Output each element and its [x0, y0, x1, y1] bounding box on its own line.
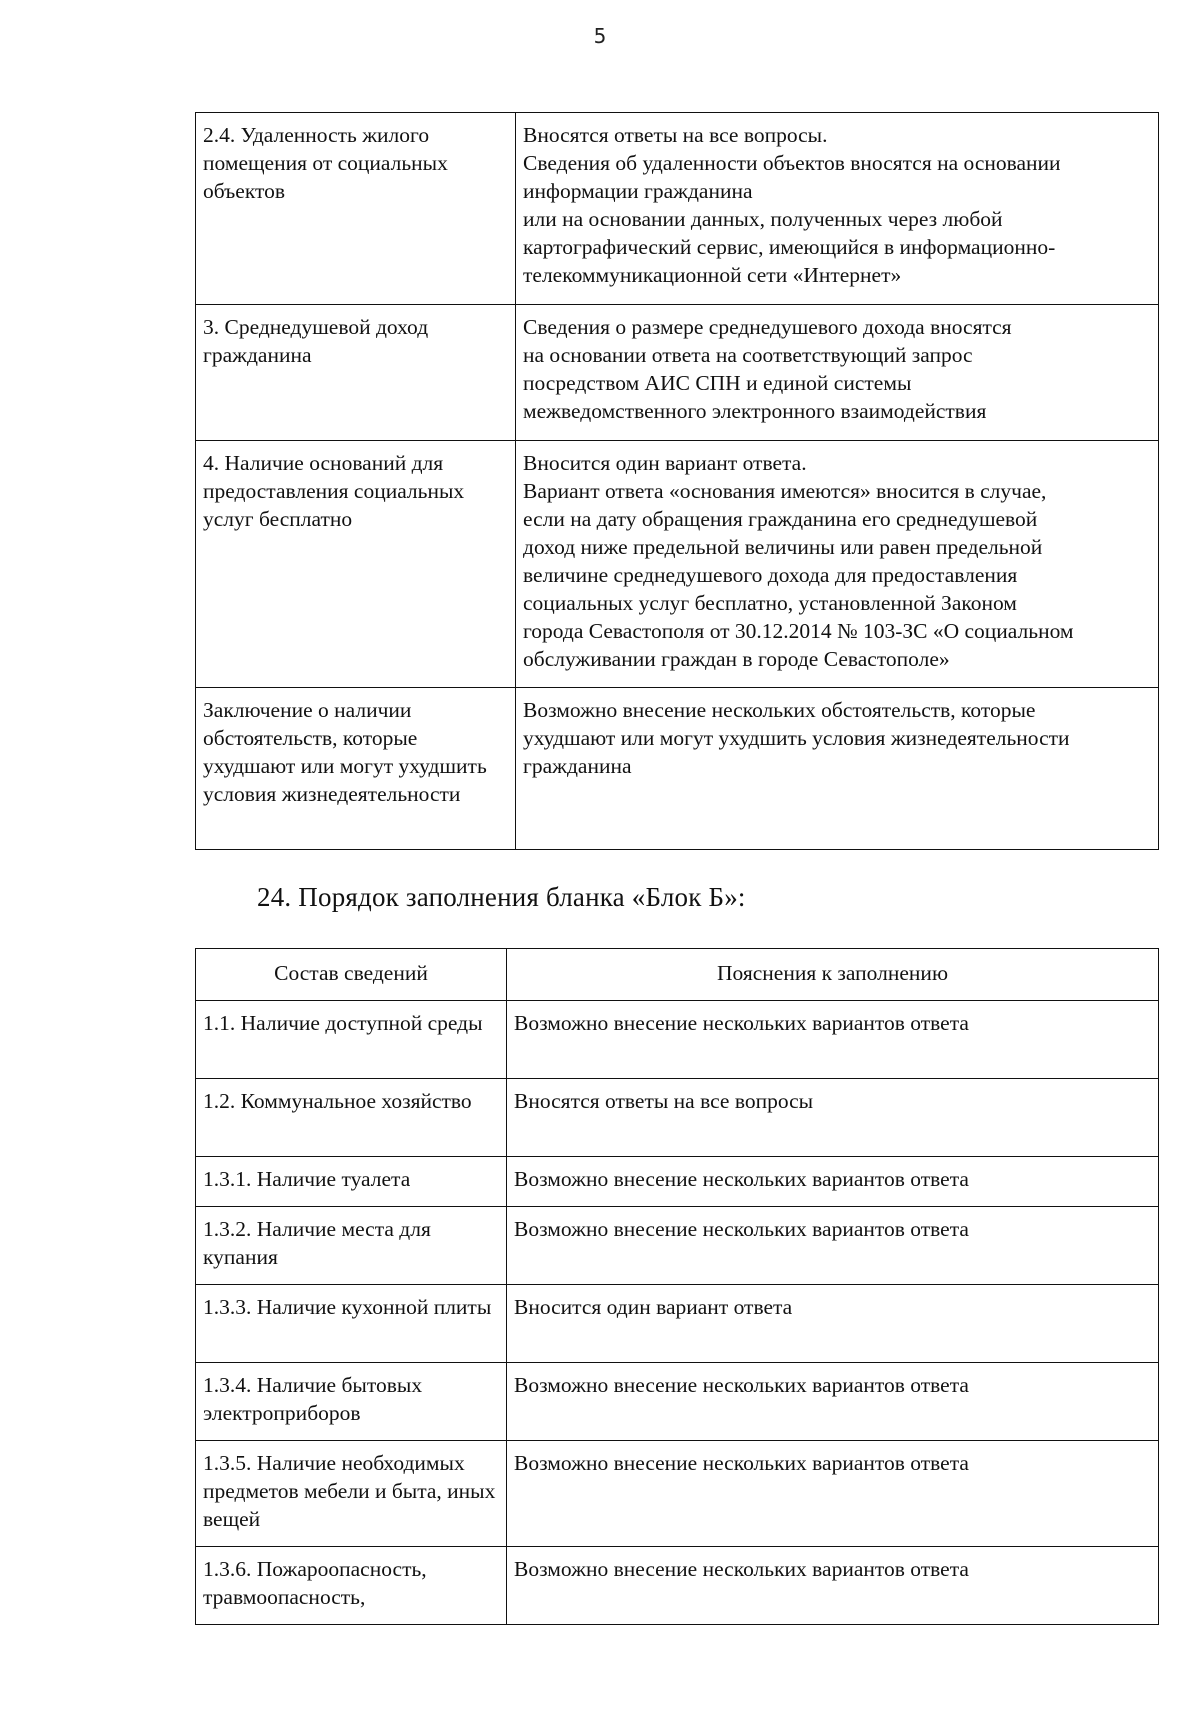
table-row	[196, 1207, 1159, 1285]
row-description	[516, 113, 1159, 305]
block-b-table	[195, 948, 1159, 1625]
description-line: социальных услуг бесплатно, установленной Законом	[523, 591, 1017, 615]
description-line: посредством АИС СПН и единой системы	[523, 371, 912, 395]
table-row	[196, 1079, 1159, 1157]
description-line: Сведения об удаленности объектов вносятся на основании	[523, 151, 1061, 175]
description-line: на основании ответа на соответствующий запрос	[523, 343, 973, 367]
row-value: Возможно внесение нескольких вариантов ответа	[507, 1547, 1159, 1625]
row-value: Возможно внесение нескольких вариантов ответа	[507, 1157, 1159, 1207]
description-line: обслуживании граждан в городе Севастополе»	[523, 647, 950, 671]
description-line: или на основании данных, полученных через любой	[523, 207, 1003, 231]
table-row	[196, 1157, 1159, 1207]
description-line: Сведения о размере среднедушевого дохода вносятся	[523, 315, 1012, 339]
row-label: 2.4. Удаленность жилого помещения от социальных объектов	[196, 113, 516, 305]
description-line: Возможно внесение нескольких обстоятельств, которые	[523, 698, 1036, 722]
table-header-row	[196, 949, 1159, 1001]
column-header-explanations: Пояснения к заполнению	[507, 949, 1159, 1001]
table-row	[196, 1001, 1159, 1079]
table-row	[196, 113, 1159, 305]
row-label: Заключение о наличии обстоятельств, которые ухудшают или могут ухудшить условия жизнедеятельности	[196, 688, 516, 850]
section-title: 24. Порядок заполнения бланка «Блок Б»:	[257, 882, 746, 912]
description-line: гражданина	[523, 754, 632, 778]
description-line: ухудшают или могут ухудшить условия жизнедеятельности	[523, 726, 1070, 750]
description-line: телекоммуникационной сети «Интернет»	[523, 263, 902, 287]
description-line: доход ниже предельной величины или равен предельной	[523, 535, 1043, 559]
row-label: 1.3.1. Наличие туалета	[196, 1157, 507, 1207]
table-row	[196, 305, 1159, 441]
description-line: если на дату обращения гражданина его среднедушевой	[523, 507, 1038, 531]
row-label: 1.3.2. Наличие места для купания	[196, 1207, 507, 1285]
description-line: информации гражданина	[523, 179, 753, 203]
table-row	[196, 1441, 1159, 1547]
description-line: Вносятся ответы на все вопросы.	[523, 123, 828, 147]
continuation-table	[195, 112, 1159, 850]
row-description	[516, 688, 1159, 850]
description-line: величине среднедушевого дохода для предоставления	[523, 563, 1018, 587]
column-header-composition: Состав сведений	[196, 949, 507, 1001]
row-description	[516, 441, 1159, 688]
row-label: 1.2. Коммунальное хозяйство	[196, 1079, 507, 1157]
row-label: 1.1. Наличие доступной среды	[196, 1001, 507, 1079]
table-row	[196, 688, 1159, 850]
row-value: Возможно внесение нескольких вариантов ответа	[507, 1207, 1159, 1285]
table-row	[196, 1285, 1159, 1363]
row-label: 4. Наличие оснований для предоставления социальных услуг бесплатно	[196, 441, 516, 688]
page-number: 5	[593, 24, 607, 48]
row-label: 1.3.5. Наличие необходимых предметов мебели и быта, иных вещей	[196, 1441, 507, 1547]
row-value: Вносится один вариант ответа	[507, 1285, 1159, 1363]
row-label: 1.3.6. Пожароопасность, травмоопасность,	[196, 1547, 507, 1625]
row-description	[516, 305, 1159, 441]
row-value: Возможно внесение нескольких вариантов ответа	[507, 1441, 1159, 1547]
row-value: Возможно внесение нескольких вариантов ответа	[507, 1001, 1159, 1079]
description-line: города Севастополя от 30.12.2014 № 103-ЗС «О социальном	[523, 619, 1074, 643]
row-label: 1.3.3. Наличие кухонной плиты	[196, 1285, 507, 1363]
table-row	[196, 1363, 1159, 1441]
description-line: межведомственного электронного взаимодействия	[523, 399, 987, 423]
row-value: Вносятся ответы на все вопросы	[507, 1079, 1159, 1157]
table-row	[196, 1547, 1159, 1625]
description-line: картографический сервис, имеющийся в информационно-	[523, 235, 1056, 259]
table-row	[196, 441, 1159, 688]
description-line: Вносится один вариант ответа.	[523, 451, 807, 475]
row-value: Возможно внесение нескольких вариантов ответа	[507, 1363, 1159, 1441]
row-label: 3. Среднедушевой доход гражданина	[196, 305, 516, 441]
row-label: 1.3.4. Наличие бытовых электроприборов	[196, 1363, 507, 1441]
description-line: Вариант ответа «основания имеются» вносится в случае,	[523, 479, 1047, 503]
